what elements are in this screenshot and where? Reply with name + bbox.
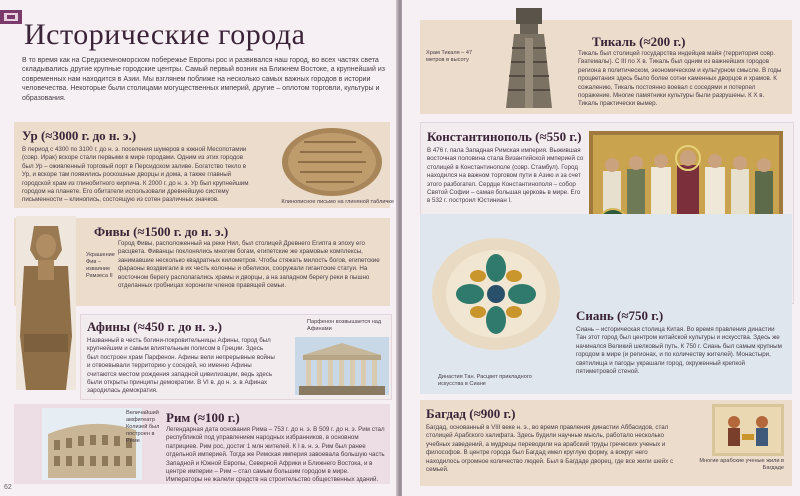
xian-title: Сиань (≈750 г.) bbox=[576, 308, 664, 323]
parthenon-image bbox=[295, 337, 389, 395]
baghdad-card bbox=[420, 400, 792, 486]
arab-scholars-image bbox=[712, 404, 784, 456]
athens-title: Афины (≈450 г. до н. э.) bbox=[87, 319, 222, 334]
constantinople-text: В 476 г. пала Западная Римская империя. Выжившая восточная половина стала Византийской империей со столицей в Константинополе (совр. Стамбул). Город находился на важном торговом пути в Азию и за счет этого разбогател. Сердце Константинополя – собор Святой Софии – самая большая церковь в мире. Его в 532 г. построил Юстиниан I. bbox=[427, 147, 584, 205]
ur-title: Ур (≈3000 г. до н. э.) bbox=[22, 128, 137, 143]
baghdad-title: Багдад (≈900 г.) bbox=[426, 406, 516, 421]
athens-card bbox=[80, 314, 392, 400]
ur-caption: Клинописное письмо на глиняной табличке bbox=[281, 199, 394, 205]
tikal-temple-image bbox=[486, 8, 572, 108]
xian-caption: Династия Тан. Расцвет прикладного искусства в Сиане bbox=[438, 374, 532, 387]
tang-plate-image bbox=[428, 234, 564, 354]
constantinople-title: Константинополь (≈550 г.) bbox=[427, 129, 582, 144]
clay-tablet-image bbox=[276, 124, 388, 200]
left-page bbox=[0, 0, 398, 496]
xian-text: Сиань – историческая столица Китая. Во время правления династии Тан этот город был центром китайской культуры и искусства. Здесь же начинался Великий шелковый путь. К 750 г. Сиань был самым крупным городом в мире (и регионах, и по количеству жителей). Монастыри, святилища и пагоды украшали город, окруженный крепкой пятиметровой стеной. bbox=[576, 326, 782, 376]
rome-caption: Величайший амфитеатр Колизей был построен в Риме bbox=[126, 410, 160, 444]
thebes-title: Фивы (≈1500 г. до н. э.) bbox=[94, 224, 229, 239]
ur-text: В период с 4300 по 3100 г. до н. э. поселения шумеров в южной Месопотамии (совр. Ирак) вскоре стали первыми в мире городами. Одним из этих городов был Ур – оживленный торговый порт в Персидском заливе. Богатство текло в Ур, и вскоре там появились роскошные дворцы и дома, а также главный городской храм из глинобитного кирпича. К 2000 г. до н. э. Ур был крупнейшим городом на планете. Его обитатели использовали древнейшую систему письменности – клинопись, состоящую из сотен различных значков. bbox=[22, 146, 249, 204]
tikal-title: Тикаль (≈200 г.) bbox=[592, 34, 686, 49]
xian-card bbox=[420, 214, 792, 394]
right-page bbox=[402, 0, 800, 496]
baghdad-caption: Многие арабские ученые жили в Багдаде bbox=[699, 458, 784, 471]
thebes-text: Город Фивы, расположенный на реке Нил, был столицей Древнего Египта в эпоху его расцвета. Фиванцы поклонялись многим богам, египетские же храмовые комплексы, занимавшие несколько квадратных километров. Чтобы стяжать милость богов, египетские фараоны воздвигали в их честь колонны и обелиски, сооружали гигантские статуи. На восточном берегу располагались храмы и дворцы, а на западном берегу реки в пышно отделанных гробницах хоронили членов правящей семьи. bbox=[118, 240, 380, 290]
athens-text: Названный в честь богини-покровительницы Афины, город был крупнейшим и самым влиятельным полисом в Греции. Здесь был построен храм Парфенон. Афины вели непрерывные войны и отвоевывали территорию у соседей, но именно Афины считаются местом рождения западной цивилизации, ведь здесь были открыты принципы демократии. В VI в. до н. э. в Афинах зародилась демократия. bbox=[87, 337, 275, 395]
rome-text: Легендарная дата основания Рима – 753 г. до н. э. В 509 г. до н. э. Рим стал республикой под управлением народных избранников, в основном патрициев. Рим рос, достиг 1 млн жителей. К I в. н. э. Рим был ранее отдельной империей. Тогда же Римская империя завоевала большую часть Западной и Южной Европы, Северной Африки и Ближнего Востока, и в центре империи – Рим – стал самым большим городом в мире. Императоры не жалели средств на строительство общественных зданий. bbox=[166, 426, 385, 484]
tikal-text: Тикаль был столицей государства индейцев майя (территория совр. Гватемалы). С III по X в. Тикаль был одним из важнейших городов региона в политическом, экономическом и культурном смысле. В годы процветания здесь было более сотни каменных дворцов и храмов. К сожалению, Тикаль постоянно воевал с соседями и потерпел поражение. Многие памятники культуры были разрушены. К X в. Тикаль практически вымер. bbox=[578, 50, 782, 108]
page-tab-icon bbox=[0, 10, 22, 24]
intro-text: В то время как на Средиземноморском побережье Европы рос и развивался наш город, во всех частях света складывались другие крупные городские центры. Самый первый возник на Ближнем Востоке, а крупнейший из современных нам находится в Азии. Мы взглянем поближе на несколько самых важных городов в истории человечества. Некоторые были столицами могущественных империй, другие – оплотом торговли, культуры и образования. bbox=[22, 57, 385, 102]
athens-caption: Парфенон возвышается над Афинами bbox=[307, 319, 382, 332]
tikal-caption: Храм Тикаля – 47 метров в высоту bbox=[426, 50, 473, 63]
baghdad-text: Багдад, основанный в VIII веке н. э., во время правления династии Аббасидов, стал столицей Арабского халифата. Здесь будили научные мысль, работало несколько учебных заведений, а мудрецы переводили на арабский труды греческих ученых и философов. В центре города был Багдад имел круглую форму, а вокруг него находилось огромное количество людей. Был в Багдаде дворец, где все жили шейх с семьей. bbox=[426, 424, 674, 474]
tikal-card bbox=[420, 20, 792, 114]
rome-title: Рим (≈100 г.) bbox=[166, 410, 240, 425]
thebes-caption: Украшение Фив – изваяние Рамзеса II bbox=[86, 252, 115, 279]
ramses-statue-image bbox=[16, 216, 76, 390]
page-title: Исторические города bbox=[24, 18, 306, 51]
page-number: 62 bbox=[4, 484, 12, 491]
ur-card bbox=[14, 122, 394, 208]
rome-card bbox=[14, 404, 390, 484]
